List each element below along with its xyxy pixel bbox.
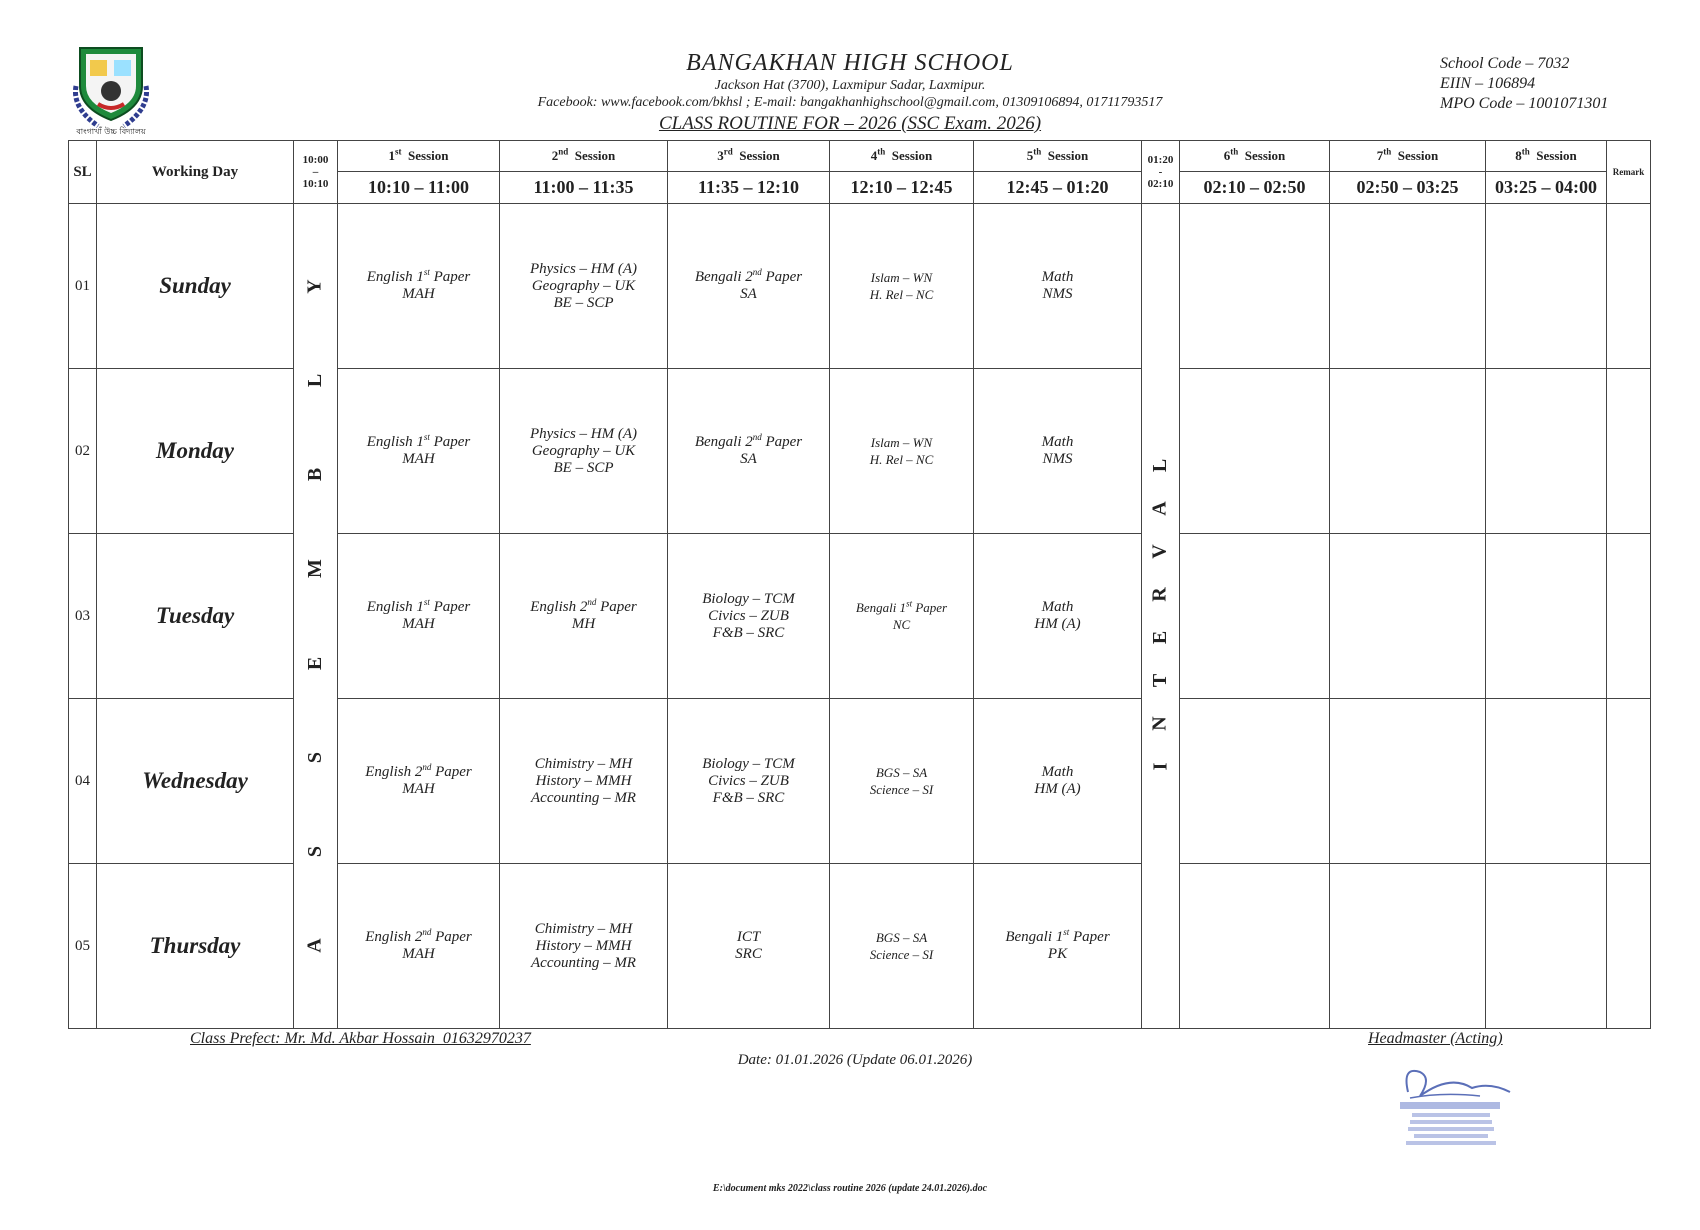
class-cell: Bengali 1st Paper NC	[830, 534, 974, 699]
assembly-letter: A	[303, 938, 326, 953]
logo-caption: বাংগাখাঁ উচ্চ বিদ্যালয়	[76, 127, 146, 136]
class-cell: ICT SRC	[668, 864, 830, 1029]
empty-session-cell	[1330, 699, 1486, 864]
class-cell: English 1st Paper MAH	[338, 204, 500, 369]
empty-session-cell	[1330, 369, 1486, 534]
interval-letter: L	[1149, 458, 1171, 473]
session-3-time: 11:35 – 12:10	[668, 172, 830, 204]
remark-cell	[1607, 369, 1651, 534]
session-3-header: 3rd Session	[668, 141, 830, 172]
class-cell: Physics – HM (A) Geography – UK BE – SCP	[500, 369, 668, 534]
routine-title: CLASS ROUTINE FOR – 2026 (SSC Exam. 2026)	[658, 113, 1042, 134]
interval-letter: A	[1148, 501, 1171, 516]
interval-time-header: 01:20 - 02:10	[1142, 141, 1180, 204]
session-8-header: 8th Session	[1486, 141, 1607, 172]
empty-session-cell	[1486, 699, 1607, 864]
interval-letter: N	[1148, 716, 1171, 731]
assembly-letter: B	[304, 468, 326, 482]
class-cell: English 2nd Paper MAH	[338, 864, 500, 1029]
assembly-letter: M	[303, 559, 326, 579]
assembly-letter: Y	[303, 279, 326, 294]
class-cell: Chimistry – MH History – MMH Accounting – MR	[500, 699, 668, 864]
class-cell: English 1st Paper MAH	[338, 534, 500, 699]
working-day-header: Working Day	[97, 141, 294, 204]
assembly-letter: L	[304, 374, 326, 388]
class-cell: English 2nd Paper MH	[500, 534, 668, 699]
school-address: Jackson Hat (3700), Laxmipur Sadar, Laxmipur.	[714, 78, 986, 93]
session-4-header: 4th Session	[830, 141, 974, 172]
school-name: BANGAKHAN HIGH SCHOOL	[686, 50, 1014, 76]
interval-column	[1142, 204, 1180, 1029]
row-day: Monday	[97, 369, 294, 534]
headmaster-signature-seal	[1380, 1062, 1530, 1154]
empty-session-cell	[1180, 369, 1330, 534]
assembly-column	[294, 204, 338, 1029]
row-sl: 03	[69, 534, 97, 699]
interval-letter: V	[1148, 544, 1171, 559]
interval-letter: E	[1149, 630, 1171, 645]
school-codes	[1440, 54, 1608, 114]
session-6-header: 6th Session	[1180, 141, 1330, 172]
empty-session-cell	[1486, 534, 1607, 699]
class-cell: Math NMS	[974, 204, 1142, 369]
header	[420, 50, 1280, 135]
class-cell: English 2nd Paper MAH	[338, 699, 500, 864]
mpo-code: MPO Code – 1001071301	[1440, 95, 1609, 112]
class-cell: English 1st Paper MAH	[338, 369, 500, 534]
interval-letter: R	[1148, 587, 1171, 602]
assembly-letter: S	[304, 845, 326, 857]
session-5-header: 5th Session	[974, 141, 1142, 172]
class-cell: Islam – WN H. Rel – NC	[830, 369, 974, 534]
empty-session-cell	[1330, 204, 1486, 369]
session-6-time: 02:10 – 02:50	[1180, 172, 1330, 204]
remark-cell	[1607, 699, 1651, 864]
row-day: Tuesday	[97, 534, 294, 699]
class-cell: Biology – TCM Civics – ZUB F&B – SRC	[668, 699, 830, 864]
remark-cell	[1607, 534, 1651, 699]
class-cell: Math NMS	[974, 369, 1142, 534]
school-contact: Facebook: www.facebook.com/bkhsl ; E-mail: bangakhanhighschool@gmail.com, 01309106894, 01711793517	[537, 95, 1163, 110]
session-5-time: 12:45 – 01:20	[974, 172, 1142, 204]
class-cell: Physics – HM (A) Geography – UK BE – SCP	[500, 204, 668, 369]
session-2-time: 11:00 – 11:35	[500, 172, 668, 204]
session-4-time: 12:10 – 12:45	[830, 172, 974, 204]
assembly-letter: E	[304, 656, 326, 670]
class-cell: Chimistry – MH History – MMH Accounting – MR	[500, 864, 668, 1029]
row-day: Sunday	[97, 204, 294, 369]
routine-table	[68, 140, 1651, 1029]
class-cell: Bengali 2nd Paper SA	[668, 369, 830, 534]
sl-header: SL	[69, 141, 97, 204]
class-cell: Biology – TCM Civics – ZUB F&B – SRC	[668, 534, 830, 699]
session-1-time: 10:10 – 11:00	[338, 172, 500, 204]
row-sl: 01	[69, 204, 97, 369]
class-cell: Math HM (A)	[974, 699, 1142, 864]
row-sl: 04	[69, 699, 97, 864]
remark-cell	[1607, 864, 1651, 1029]
session-7-header: 7th Session	[1330, 141, 1486, 172]
class-cell: Bengali 2nd Paper SA	[668, 204, 830, 369]
empty-session-cell	[1180, 699, 1330, 864]
assembly-letter: S	[304, 751, 326, 763]
class-cell: Islam – WN H. Rel – NC	[830, 204, 974, 369]
table-row	[69, 204, 1651, 369]
empty-session-cell	[1486, 204, 1607, 369]
class-prefect: Class Prefect: Mr. Md. Akbar Hossain_01632970237	[190, 1030, 531, 1047]
interval-letter: I	[1148, 762, 1171, 771]
class-cell: BGS – SA Science – SI	[830, 699, 974, 864]
interval-letter: T	[1149, 673, 1171, 688]
empty-session-cell	[1486, 864, 1607, 1029]
session-7-time: 02:50 – 03:25	[1330, 172, 1486, 204]
remark-cell	[1607, 204, 1651, 369]
class-cell: Bengali 1st Paper PK	[974, 864, 1142, 1029]
row-day: Thursday	[97, 864, 294, 1029]
row-sl: 02	[69, 369, 97, 534]
class-cell: Math HM (A)	[974, 534, 1142, 699]
empty-session-cell	[1180, 864, 1330, 1029]
routine-date: Date: 01.01.2026 (Update 06.01.2026)	[737, 1052, 973, 1068]
session-2-header: 2nd Session	[500, 141, 668, 172]
eiin-code: EIIN – 106894	[1440, 75, 1536, 92]
school-code: School Code – 7032	[1440, 55, 1570, 72]
empty-session-cell	[1180, 204, 1330, 369]
headmaster-label: Headmaster (Acting)	[1368, 1030, 1503, 1047]
empty-session-cell	[1180, 534, 1330, 699]
class-cell: BGS – SA Science – SI	[830, 864, 974, 1029]
empty-session-cell	[1486, 369, 1607, 534]
empty-session-cell	[1330, 864, 1486, 1029]
session-8-time: 03:25 – 04:00	[1486, 172, 1607, 204]
assembly-time-header: 10:00 – 10:10	[294, 141, 338, 204]
session-1-header: 1st Session	[338, 141, 500, 172]
school-logo	[68, 46, 154, 136]
row-sl: 05	[69, 864, 97, 1029]
empty-session-cell	[1330, 534, 1486, 699]
file-path: E:\document mks 2022\class routine 2026 (update 24.01.2026).doc	[712, 1183, 988, 1194]
row-day: Wednesday	[97, 699, 294, 864]
remark-header: Remark	[1607, 141, 1651, 204]
